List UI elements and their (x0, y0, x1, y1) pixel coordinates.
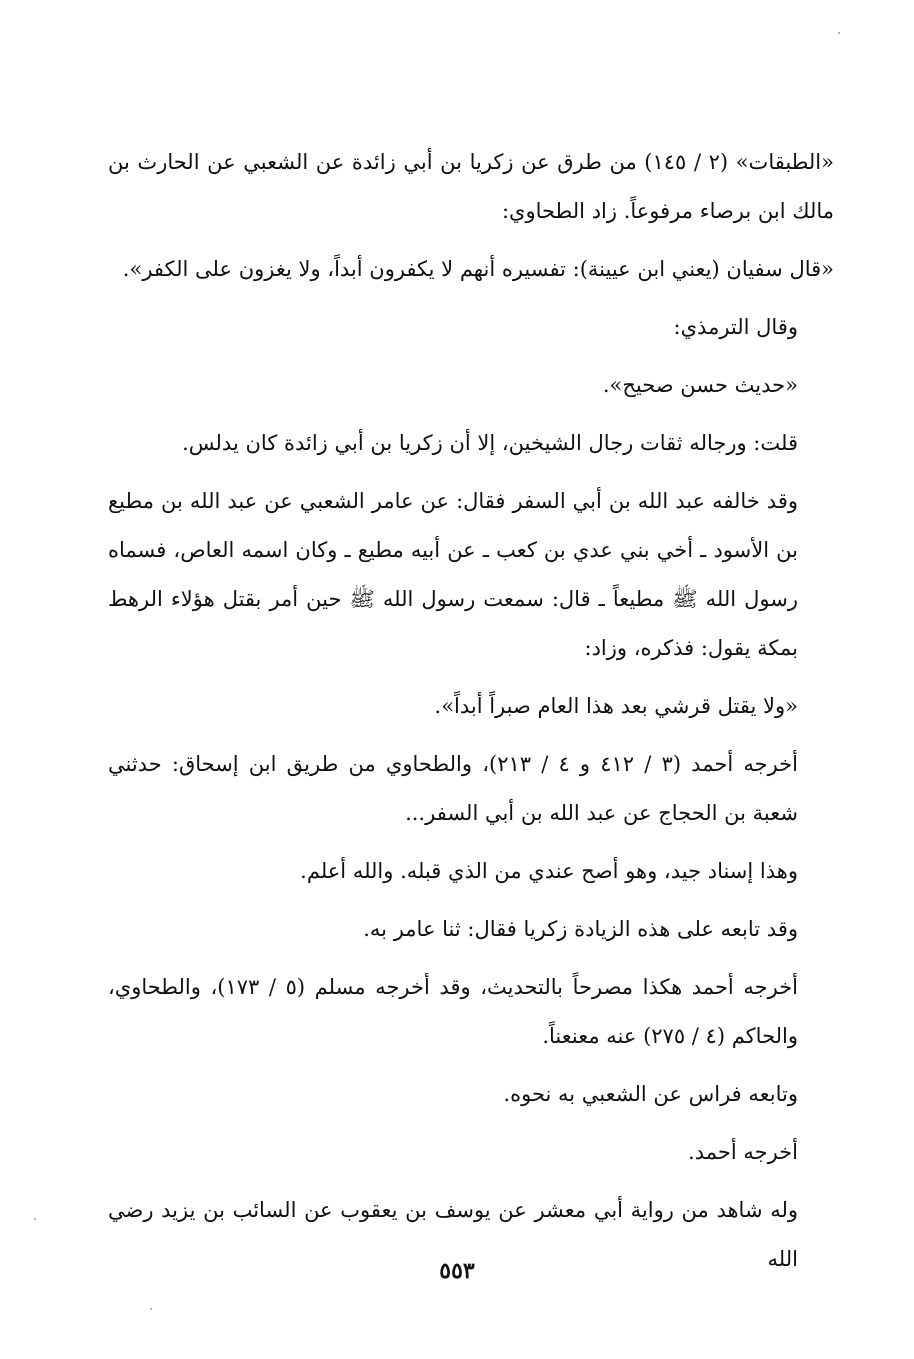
scan-speck (838, 32, 840, 34)
body-text (108, 138, 834, 1293)
paragraph: وقد تابعه على هذه الزيادة زكريا فقال: ثنا عامر به. (363, 917, 798, 941)
paragraph: قلت: ورجاله ثقات رجال الشيخين، إلا أن زكريا بن أبي زائدة كان يدلس. (182, 431, 798, 455)
paragraph: وقد خالفه عبد الله بن أبي السفر فقال: عن عامر الشعبي عن عبد الله بن مطيع بن الأسود ـ أخي بني عدي بن كعب ـ عن أبيه مطيع ـ وكان اسمه العاص، فسماه رسول الله ﷺ مطيعاً ـ قال: سمعت رسول الله ﷺ حين أمر بقتل هؤلاء الرهط بمكة يقول: فذكره، وزاد: (108, 489, 798, 660)
paragraph: وتابعه فراس عن الشعبي به نحوه. (503, 1082, 798, 1106)
paragraph: أخرجه أحمد هكذا مصرحاً بالتحديث، وقد أخرجه مسلم (٥ / ١٧٣)، والطحاوي، والحاكم (٤ / ٢٧٥) عنه معنعناً. (108, 975, 798, 1048)
page-number: ٥٥٣ (439, 1258, 475, 1284)
paragraph: أخرجه أحمد. (688, 1140, 798, 1164)
paragraph: «حديث حسن صحيح». (602, 373, 798, 397)
scan-speck (34, 1218, 36, 1220)
paragraph: «ولا يقتل قرشي بعد هذا العام صبراً أبداً». (434, 694, 798, 718)
paragraph: وقال الترمذي: (673, 315, 798, 339)
paragraph: وله شاهد من رواية أبي معشر عن يوسف بن يعقوب عن السائب بن يزيد رضي الله (108, 1198, 798, 1271)
paragraph: «قال سفيان (يعني ابن عيينة): تفسيره أنهم لا يكفرون أبداً، ولا يغزون على الكفر». (122, 257, 834, 281)
paragraph: «الطبقات» (٢ / ١٤٥) من طرق عن زكريا بن أبي زائدة عن الشعبي عن الحارث بن مالك ابن برصاء مرفوعاً. زاد الطحاوي: (108, 150, 834, 223)
paragraph: وهذا إسناد جيد، وهو أصح عندي من الذي قبله. والله أعلم. (300, 859, 798, 883)
scan-speck (150, 1308, 152, 1310)
paragraph: أخرجه أحمد (٣ / ٤١٢ و ٤ / ٢١٣)، والطحاوي من طريق ابن إسحاق: حدثني شعبة بن الحجاج عن عبد الله بن أبي السفر... (108, 752, 798, 825)
